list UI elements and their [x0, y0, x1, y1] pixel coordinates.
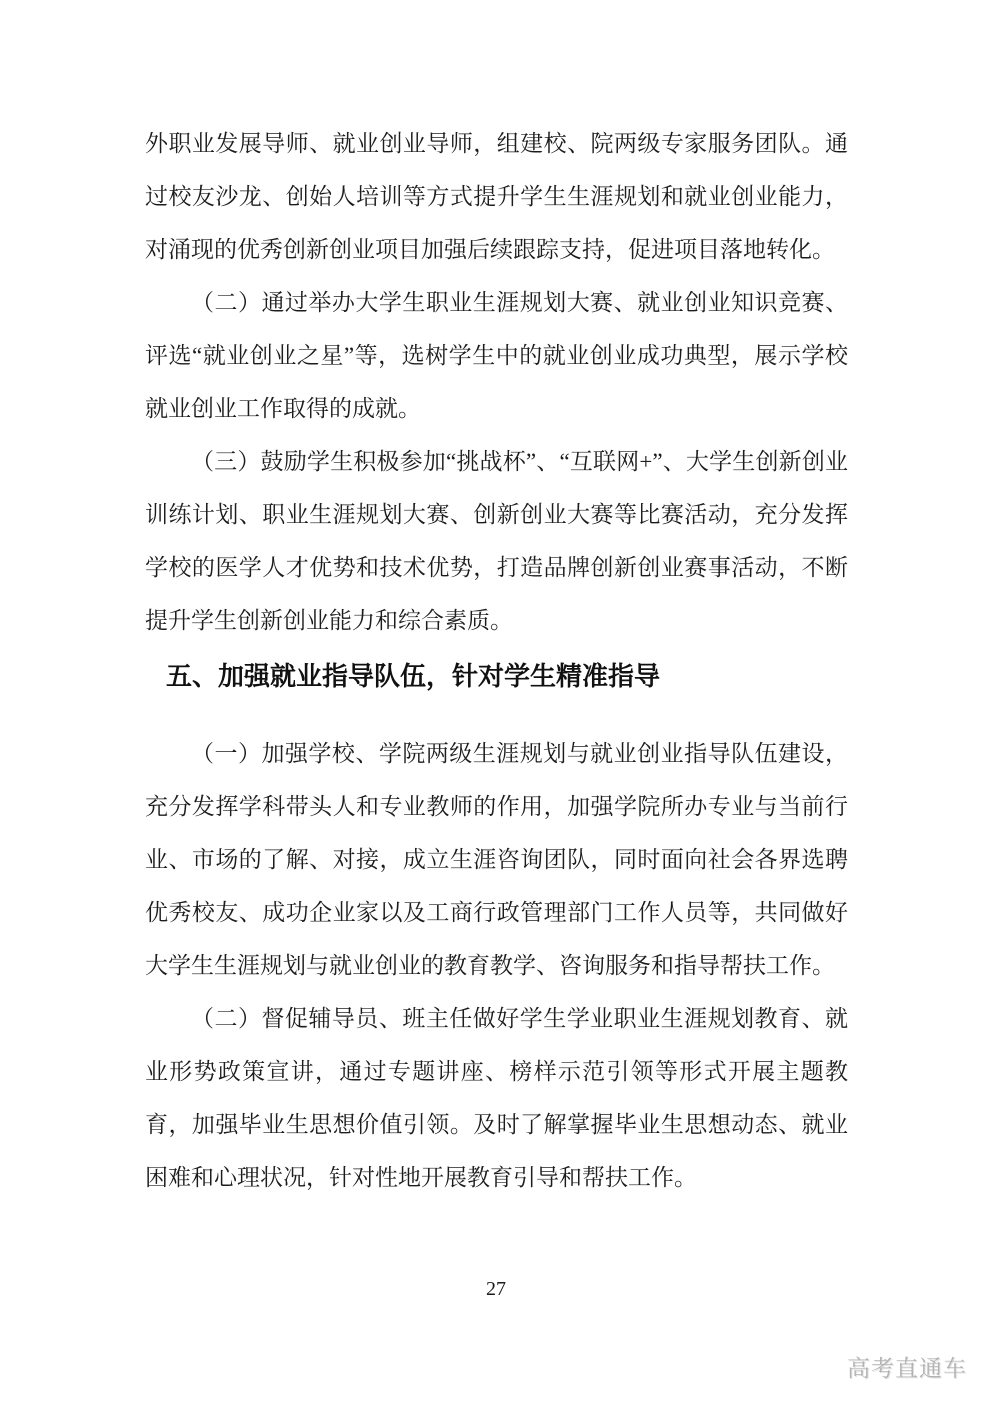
section5-heading: 五、加强就业指导队伍，针对学生精准指导 [166, 661, 661, 691]
paragraph-continuation: 外职业发展导师、就业创业导师，组建校、院两级专家服务团队。通过校友沙龙、创始人培训等方式提升学生生涯规划和就业创业能力，对涌现的优秀创新创业项目加强后续跟踪支持，促进项目落地转化。 [145, 131, 848, 262]
document-body [145, 117, 848, 1204]
paragraph-section4-item3: （三）鼓励学生积极参加“挑战杯”、“互联网+”、大学生创新创业训练计划、职业生涯规划大赛、创新创业大赛等比赛活动，充分发挥学校的医学人才优势和技术优势，打造品牌创新创业赛事活动，不断提升学生创新创业能力和综合素质。 [145, 449, 848, 633]
watermark-logo: 高考直通车 [847, 1355, 967, 1381]
paragraph-section5-item1: （一）加强学校、学院两级生涯规划与就业创业指导队伍建设，充分发挥学科带头人和专业教师的作用，加强学院所办专业与当前行业、市场的了解、对接，成立生涯咨询团队，同时面向社会各界选聘优秀校友、成功企业家以及工商行政管理部门工作人员等，共同做好大学生生涯规划与就业创业的教育教学、咨询服务和指导帮扶工作。 [145, 741, 848, 978]
page-number: 27 [486, 1278, 506, 1300]
paragraph-section5-item2: （二）督促辅导员、班主任做好学生学业职业生涯规划教育、就业形势政策宣讲，通过专题讲座、榜样示范引领等形式开展主题教育，加强毕业生思想价值引领。及时了解掌握毕业生思想动态、就业困难和心理状况，针对性地开展教育引导和帮扶工作。 [145, 1006, 848, 1190]
paragraph-section4-item2: （二）通过举办大学生职业生涯规划大赛、就业创业知识竞赛、评选“就业创业之星”等，选树学生中的就业创业成功典型，展示学校就业创业工作取得的成就。 [145, 290, 848, 421]
